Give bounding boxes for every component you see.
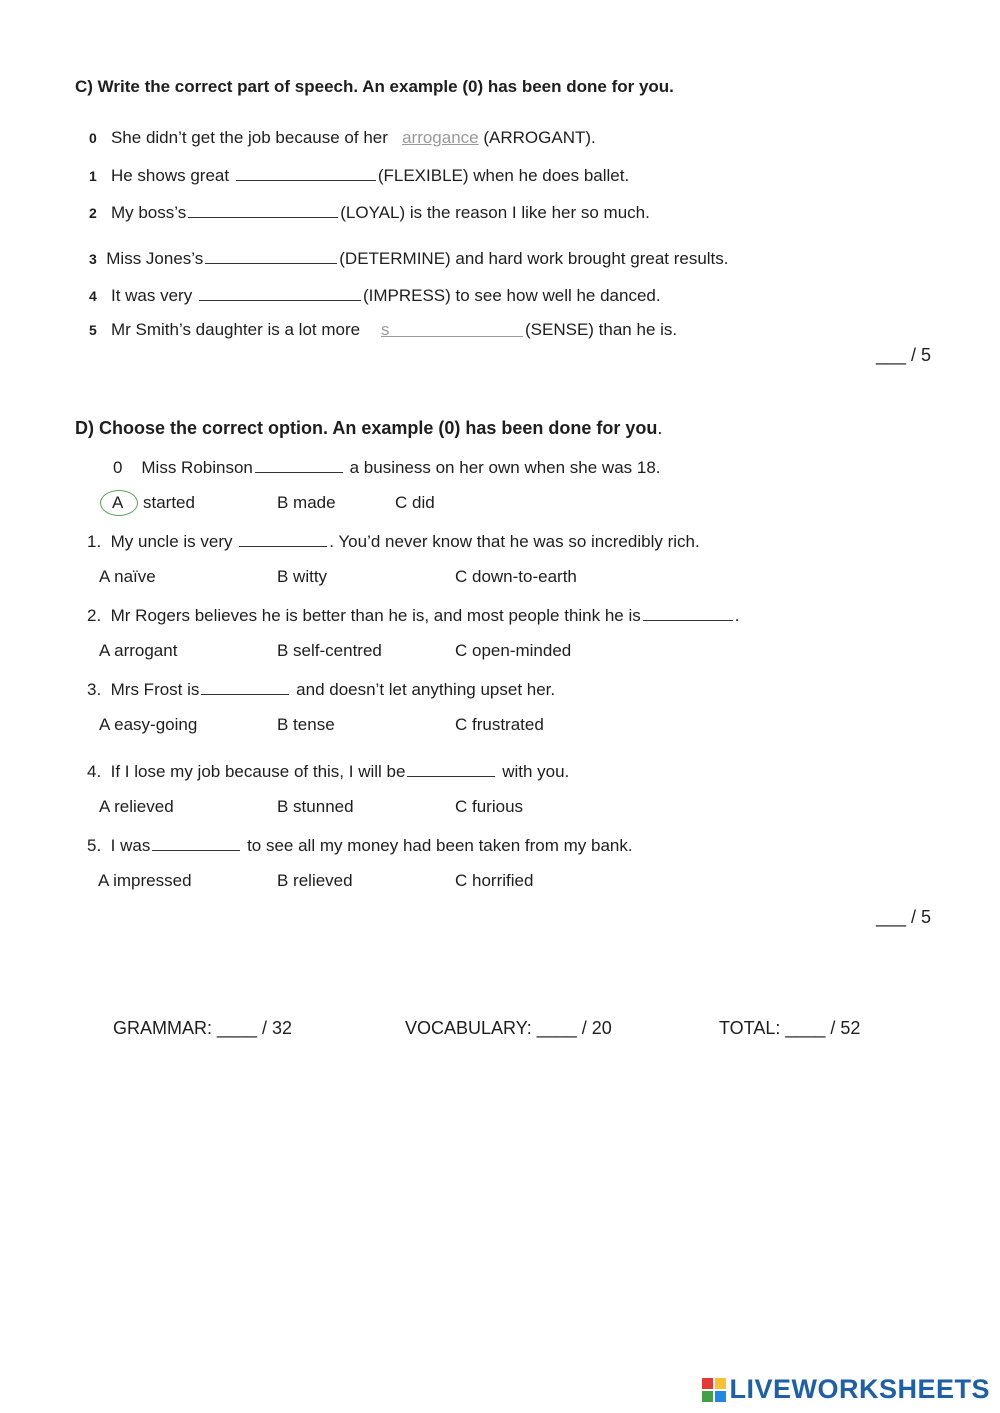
example-option-c[interactable]: C did — [395, 493, 435, 512]
section-d-question-3 — [87, 678, 555, 700]
question-blank-1[interactable] — [239, 530, 327, 547]
section-c-heading: C) Write the correct part of speech. An example (0) has been done for you. — [75, 77, 674, 96]
q2-option-b[interactable]: B self-centred — [277, 641, 382, 660]
q3-option-a[interactable]: A easy-going — [99, 715, 198, 734]
hint-letter: s — [381, 320, 390, 339]
question-number: 5. — [87, 836, 102, 855]
item-text-before: She didn’t get the job because of her — [110, 128, 388, 147]
question-number: 1. — [87, 532, 102, 551]
example-number: 0 — [113, 458, 123, 477]
question-text-before: Mr Rogers believes he is better than he is, and most people think he is — [110, 606, 641, 625]
question-blank-2[interactable] — [643, 604, 733, 621]
section-d-question-1 — [87, 530, 700, 552]
q2-option-a[interactable]: A arrogant — [99, 641, 178, 660]
item-number: 5 — [89, 322, 97, 338]
example-option-a-letter[interactable]: A — [112, 493, 124, 512]
example-option-a-text: started — [143, 493, 195, 512]
section-c-score: ___ / 5 — [876, 345, 932, 365]
q3-option-b[interactable]: B tense — [277, 715, 335, 734]
item-number: 4 — [89, 288, 97, 304]
example-text-after: a business on her own when she was 18. — [349, 458, 661, 477]
q1-option-a[interactable]: A naïve — [99, 567, 156, 586]
section-d-heading — [75, 418, 662, 439]
item-number: 1 — [89, 168, 97, 184]
answer-blank-4[interactable] — [199, 284, 361, 301]
item-text-after: (DETERMINE) and hard work brought great results. — [339, 249, 729, 268]
item-text-after: (ARROGANT). — [483, 128, 596, 147]
question-number: 3. — [87, 680, 102, 699]
question-blank-4[interactable] — [407, 760, 495, 777]
section-d-score: ___ / 5 — [876, 907, 932, 927]
answer-blank-3[interactable] — [205, 247, 337, 264]
q4-option-a[interactable]: A relieved — [99, 797, 174, 816]
q4-option-b[interactable]: B stunned — [277, 797, 354, 816]
section-d-heading-text: D) Choose the correct option. An example (0) has been done for you — [75, 418, 658, 438]
section-c-item-2 — [89, 201, 650, 223]
question-text-before: If I lose my job because of this, I will be — [110, 762, 406, 781]
example-answer: arrogance — [402, 128, 479, 147]
q3-option-c[interactable]: C frustrated — [455, 715, 544, 734]
section-d-question-4 — [87, 760, 569, 782]
item-text-after: (SENSE) than he is. — [525, 320, 678, 339]
question-number: 4. — [87, 762, 102, 781]
item-text-before: My boss’s — [110, 203, 187, 222]
item-text-after: (FLEXIBLE) when he does ballet. — [377, 166, 630, 185]
item-text-before: Mr Smith’s daughter is a lot more — [110, 320, 361, 339]
answer-blank-2[interactable] — [188, 201, 338, 218]
section-d-question-2 — [87, 604, 740, 626]
logo-text: LIVEWORKSHEETS — [729, 1374, 990, 1404]
liveworksheets-logo — [702, 1374, 990, 1405]
q5-option-b[interactable]: B relieved — [277, 871, 353, 890]
q1-option-b[interactable]: B witty — [277, 567, 328, 586]
question-text-after: . — [734, 606, 740, 625]
question-text-after: . You’d never know that he was so incredibly rich. — [329, 532, 700, 551]
question-blank-5[interactable] — [152, 834, 240, 851]
question-text-after: to see all my money had been taken from my bank. — [247, 836, 633, 855]
item-text-before: It was very — [110, 286, 193, 305]
grammar-total: GRAMMAR: ____ / 32 — [113, 1018, 293, 1038]
vocabulary-total: VOCABULARY: ____ / 20 — [405, 1018, 612, 1038]
item-number: 2 — [89, 205, 97, 221]
item-text-after: (IMPRESS) to see how well he danced. — [362, 286, 661, 305]
section-c-item-4 — [89, 284, 661, 306]
q2-option-c[interactable]: C open-minded — [455, 641, 572, 660]
question-blank-3[interactable] — [201, 678, 289, 695]
section-c-item-0 — [89, 128, 596, 148]
section-d-heading-end: . — [657, 418, 663, 438]
q5-option-a[interactable]: A impressed — [98, 871, 192, 890]
section-c-item-3 — [89, 247, 729, 269]
overall-total: TOTAL: ____ / 52 — [719, 1018, 861, 1038]
q4-option-c[interactable]: C furious — [455, 797, 524, 816]
answer-blank-5[interactable] — [381, 320, 523, 337]
question-text-after: with you. — [502, 762, 570, 781]
section-d-question-5 — [87, 834, 633, 856]
question-text-before: I was — [110, 836, 151, 855]
example-option-b[interactable]: B made — [277, 493, 336, 512]
item-text-before: Miss Jones’s — [106, 249, 204, 268]
item-text-after: (LOYAL) is the reason I like her so much. — [340, 203, 650, 222]
example-blank — [255, 456, 343, 473]
question-text-after: and doesn’t let anything upset her. — [296, 680, 556, 699]
example-text-before: Miss Robinson — [141, 458, 253, 477]
item-number: 0 — [89, 130, 97, 146]
q5-option-c[interactable]: C horrified — [455, 871, 534, 890]
question-number: 2. — [87, 606, 102, 625]
section-d-example — [113, 456, 661, 478]
question-text-before: Mrs Frost is — [110, 680, 200, 699]
question-text-before: My uncle is very — [110, 532, 233, 551]
answer-blank-1[interactable] — [236, 164, 376, 181]
section-c-item-1 — [89, 164, 629, 186]
q1-option-c[interactable]: C down-to-earth — [455, 567, 577, 586]
logo-grid-icon — [702, 1378, 726, 1402]
item-number: 3 — [89, 251, 97, 267]
item-text-before: He shows great — [110, 166, 230, 185]
section-c-item-5 — [89, 320, 677, 340]
